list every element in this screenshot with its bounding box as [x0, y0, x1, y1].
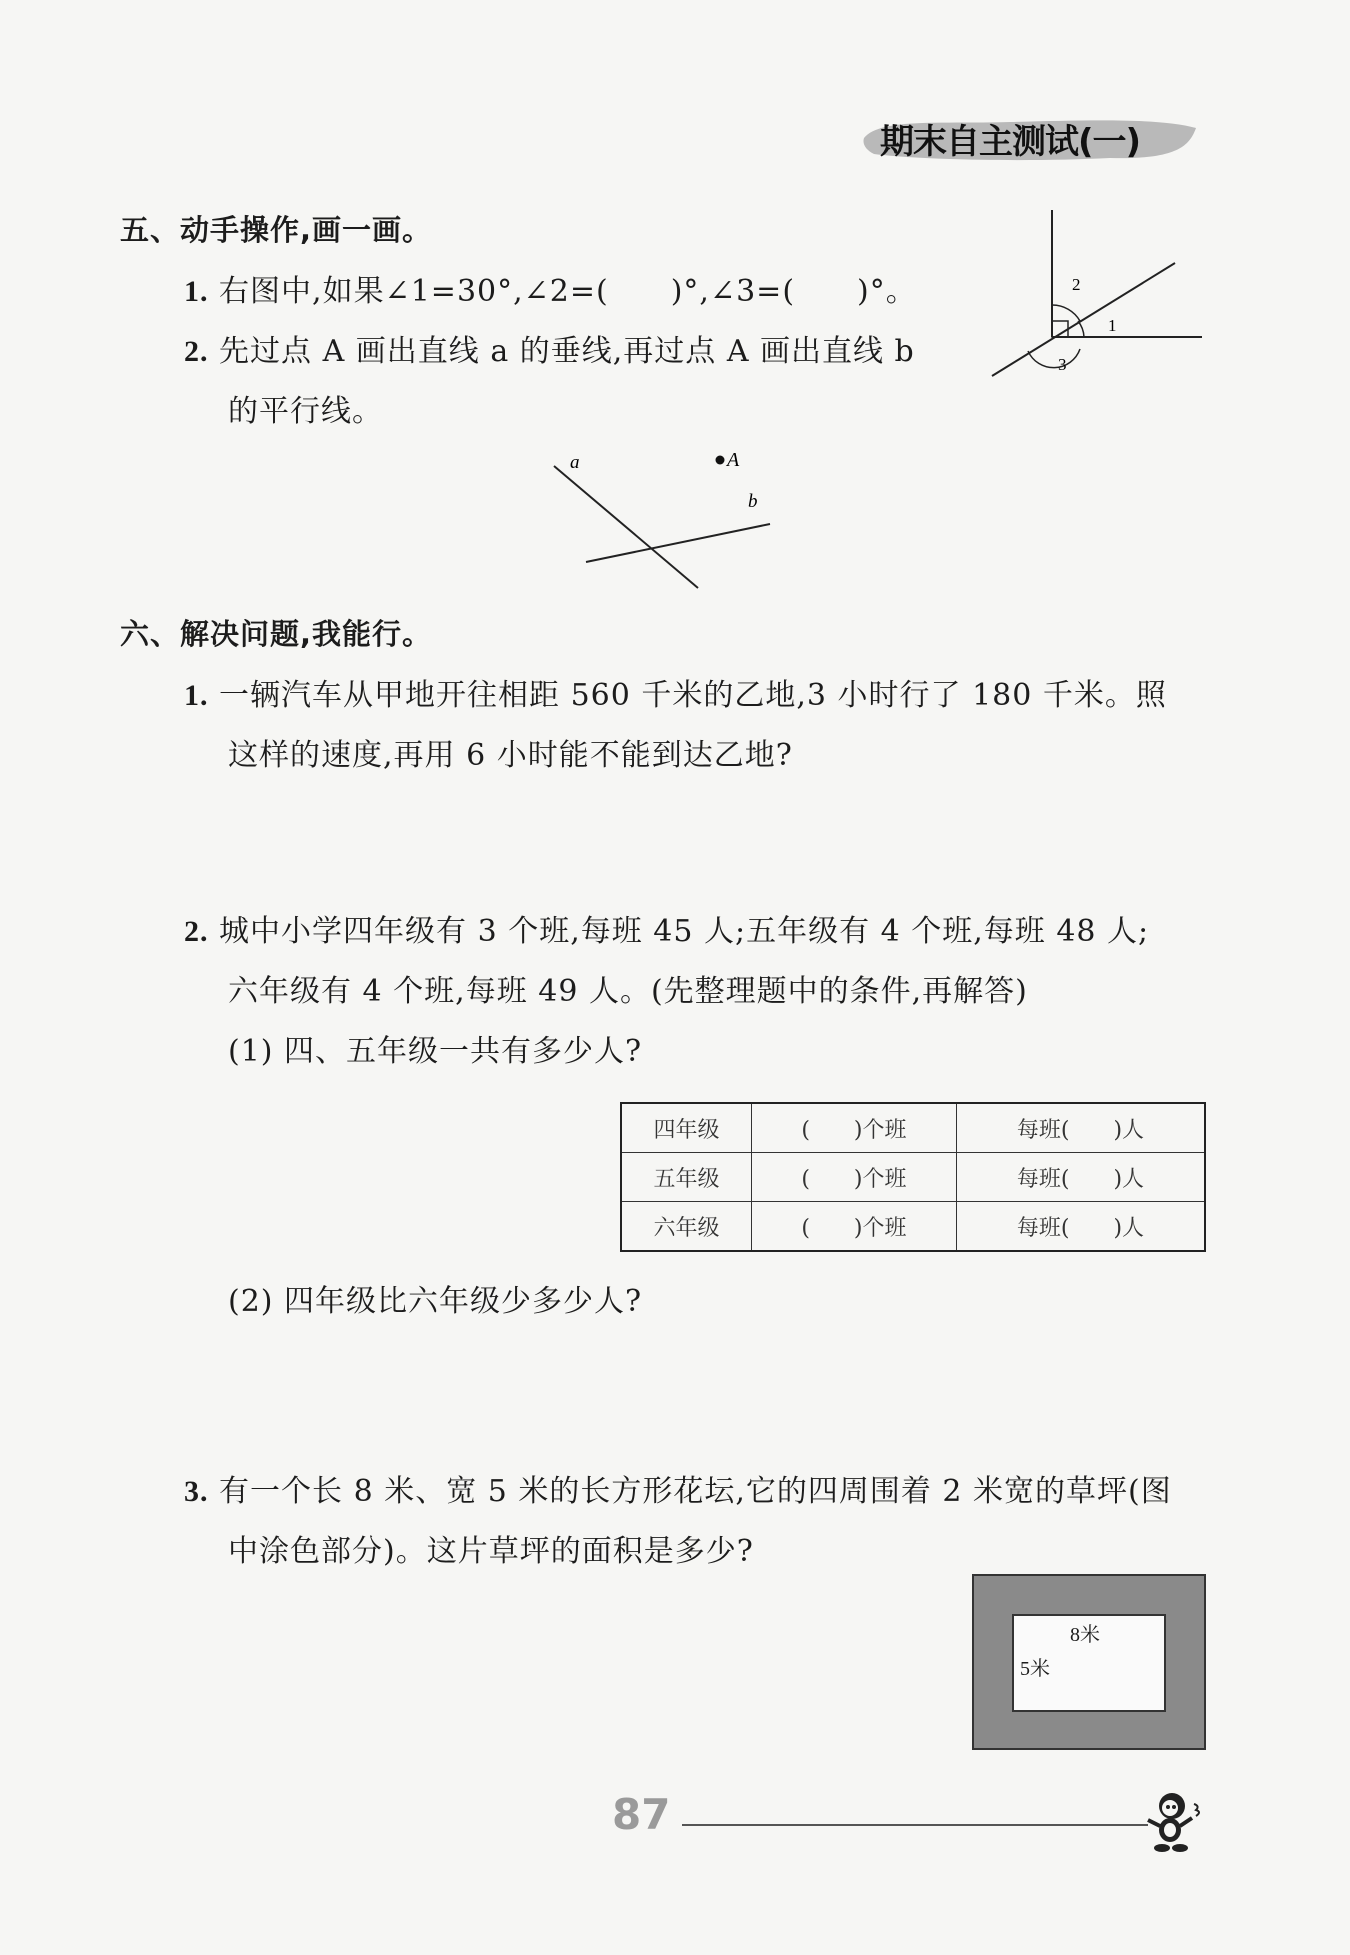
page-header-title: 期末自主测试(一): [880, 122, 1141, 162]
table-cell: ( )个班: [751, 1153, 956, 1202]
question-text: 城中小学四年级有 3 个班,每班 45 人;五年级有 4 个班,每班 48 人;: [219, 914, 1150, 949]
question-number: 1.: [184, 275, 209, 308]
s5-question-1: [184, 266, 917, 310]
table-cell: ( )个班: [751, 1103, 956, 1153]
lawn-figure: [972, 1574, 1206, 1750]
angle-1-label: 1: [1108, 316, 1117, 335]
angle-3-label: 3: [1058, 355, 1067, 374]
grade-table: [620, 1102, 1206, 1252]
question-number: 2.: [184, 915, 209, 948]
question-number: 1.: [184, 679, 209, 712]
angle-2-label: 2: [1072, 275, 1081, 294]
question-number: 2.: [184, 335, 209, 368]
table-cell: 五年级: [621, 1153, 751, 1202]
question-text: 一辆汽车从甲地开往相距 560 千米的乙地,3 小时行了 180 千米。照: [219, 678, 1167, 713]
table-cell: 四年级: [621, 1103, 751, 1153]
table-cell: 六年级: [621, 1202, 751, 1252]
s6-question-3-line2: 中涂色部分)。这片草坪的面积是多少?: [228, 1534, 754, 1569]
table-row: [621, 1202, 1205, 1252]
s6-question-2-sub2: (2) 四年级比六年级少多少人?: [228, 1284, 643, 1319]
table-cell: ( )个班: [751, 1202, 956, 1252]
table-row: [621, 1153, 1205, 1202]
section-5-title: 五、动手操作,画一画。: [120, 213, 433, 247]
s6-question-2: [184, 906, 1149, 950]
lines-figure: [540, 440, 800, 600]
question-text: 右图中,如果∠1=30°,∠2=( )°,∠3=( )°。: [219, 274, 917, 309]
table-cell: 每班( )人: [956, 1202, 1205, 1252]
table-row: [621, 1103, 1205, 1153]
length-label: 8米: [1070, 1624, 1100, 1646]
question-number: 3.: [184, 1475, 209, 1508]
table-cell: 每班( )人: [956, 1103, 1205, 1153]
line-b-label: b: [748, 491, 758, 512]
table-cell: 每班( )人: [956, 1153, 1205, 1202]
question-text: 先过点 A 画出直线 a 的垂线,再过点 A 画出直线 b: [219, 334, 915, 369]
cartoon-mascot-icon: [1140, 1786, 1210, 1856]
s6-question-2-line2: 六年级有 4 个班,每班 49 人。(先整理题中的条件,再解答): [228, 974, 1028, 1009]
footer-rule: [682, 1824, 1148, 1826]
header-banner: [860, 110, 1200, 166]
point-A-label: A: [727, 449, 740, 471]
page-number: 87: [612, 1790, 671, 1839]
s6-question-2-sub1: (1) 四、五年级一共有多少人?: [228, 1034, 643, 1069]
line-a-label: a: [570, 452, 580, 473]
s5-question-2-line2: 的平行线。: [228, 394, 383, 429]
s5-question-2: [184, 326, 915, 370]
s6-question-1-line2: 这样的速度,再用 6 小时能不能到达乙地?: [228, 738, 793, 773]
section-6-title: 六、解决问题,我能行。: [120, 617, 433, 651]
width-label: 5米: [1020, 1658, 1050, 1680]
s6-question-1: [184, 670, 1167, 714]
point-A-dot: [716, 456, 725, 465]
s6-question-3: [184, 1466, 1172, 1510]
angle-figure: [980, 205, 1210, 385]
flowerbed-rectangle: [1012, 1614, 1166, 1712]
question-text: 有一个长 8 米、宽 5 米的长方形花坛,它的四周围着 2 米宽的草坪(图: [219, 1474, 1172, 1509]
